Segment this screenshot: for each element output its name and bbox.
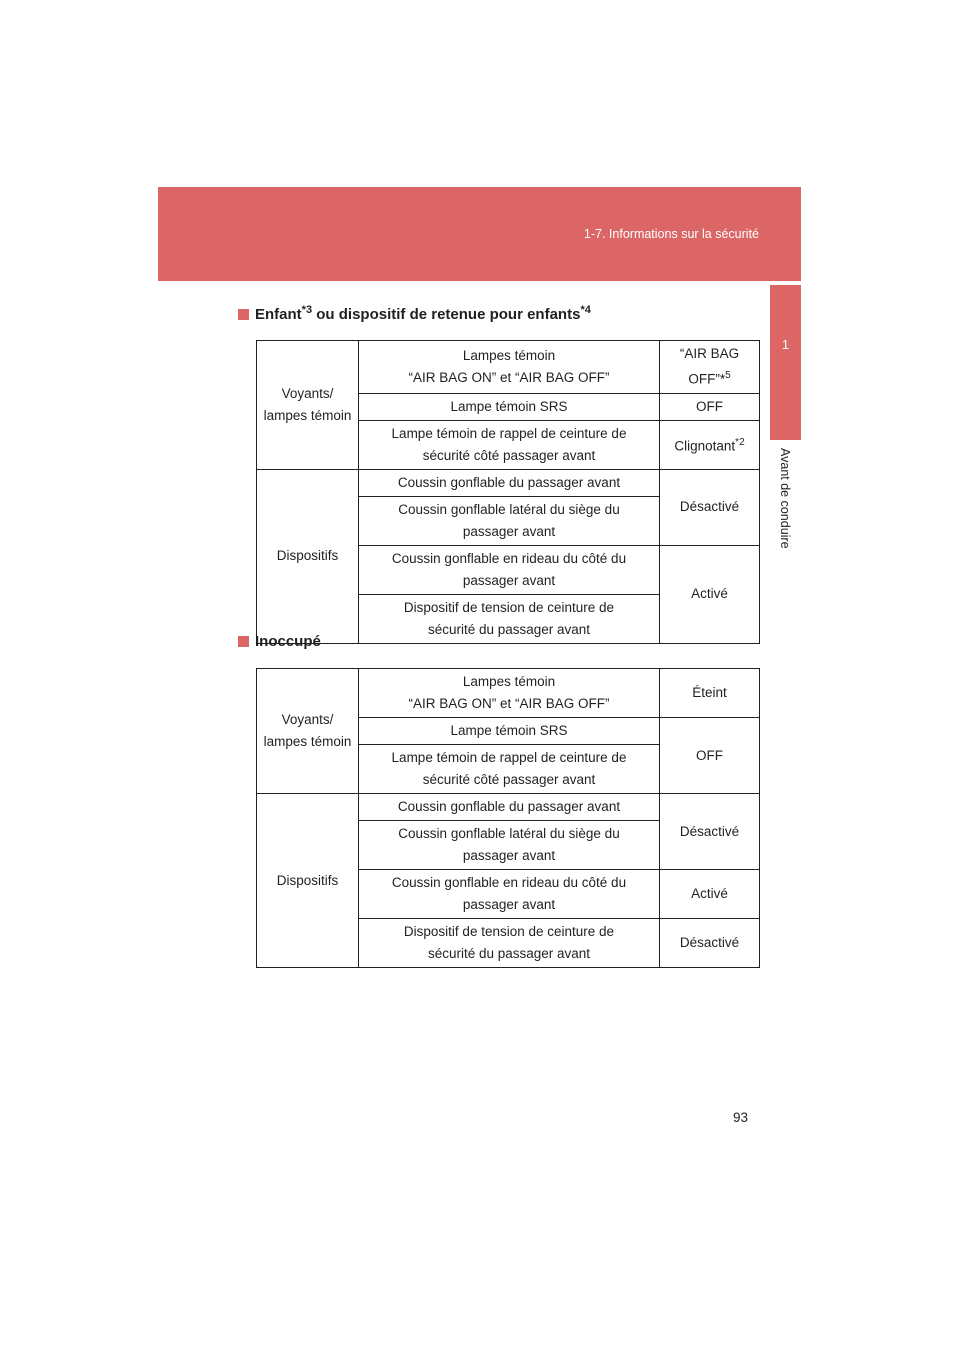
cell-line: Coussin gonflable en rideau du côté du	[391, 875, 627, 890]
table-cell: Coussin gonflable du passager avant	[359, 794, 660, 821]
table-cell: Éteint	[660, 669, 760, 718]
group-cell-voyants: Voyants/ lampes témoin	[257, 341, 359, 470]
cell-line: sécurité du passager avant	[427, 946, 591, 961]
table-cell: Désactivé	[660, 469, 760, 545]
table-row	[257, 794, 760, 821]
table-cell: Lampe témoin SRS	[359, 718, 660, 745]
table-cell: Coussin gonflable du passager avant	[359, 469, 660, 496]
table-cell: Activé	[660, 545, 760, 643]
chapter-label: Avant de conduire	[778, 448, 792, 549]
section-heading-enfant	[238, 304, 591, 323]
table-cell: Désactivé	[660, 794, 760, 870]
group-cell-dispositifs: Dispositifs	[257, 469, 359, 643]
table-cell	[660, 341, 760, 394]
cell-line: Dispositif de tension de ceinture de	[403, 599, 615, 615]
table-cell: Désactivé	[660, 919, 760, 968]
section-breadcrumb: 1-7. Informations sur la sécurité	[583, 227, 759, 241]
table-cell	[359, 919, 660, 968]
table-inoccupe	[256, 668, 760, 968]
table-cell	[359, 496, 660, 545]
cell-line: “AIR BAG ON” et “AIR BAG OFF”	[408, 696, 610, 711]
heading-text: Enfant	[255, 306, 302, 323]
table-cell: Lampe témoin SRS	[359, 393, 660, 420]
cell-line: sécurité côté passager avant	[422, 772, 596, 787]
table-cell	[359, 341, 660, 394]
table-row	[257, 669, 760, 718]
table-row	[257, 341, 760, 394]
cell-value: Clignotant	[674, 438, 736, 454]
table-cell	[359, 870, 660, 919]
table-cell	[359, 821, 660, 870]
page-number: 93	[733, 1110, 749, 1125]
table-cell	[660, 420, 760, 469]
cell-line: Lampe témoin de rappel de ceinture de	[391, 425, 627, 441]
cell-line: sécurité du passager avant	[427, 621, 591, 637]
square-bullet-icon	[238, 309, 249, 320]
cell-line: Lampes témoin	[462, 674, 556, 689]
table-cell: OFF	[660, 718, 760, 794]
cell-line: “AIR BAG ON” et “AIR BAG OFF”	[408, 369, 610, 385]
cell-line: passager avant	[462, 848, 556, 863]
table-cell	[359, 545, 660, 594]
table-cell	[359, 420, 660, 469]
cell-line: Dispositif de tension de ceinture de	[403, 924, 615, 939]
heading-text: ou dispositif de retenue pour enfants	[312, 306, 581, 323]
cell-line: passager avant	[462, 897, 556, 912]
group-cell-dispositifs: Dispositifs	[257, 794, 359, 968]
cell-line: passager avant	[462, 523, 556, 539]
chapter-tab[interactable]	[770, 285, 801, 440]
chapter-tab-number: 1	[782, 338, 789, 352]
header-band	[158, 187, 801, 281]
square-bullet-icon	[238, 636, 249, 647]
section-heading-inoccupe	[238, 633, 321, 650]
table-enfant	[256, 340, 760, 644]
cell-line: Lampe témoin de rappel de ceinture de	[391, 750, 627, 765]
cell-value: “AIR BAG OFF”*	[679, 346, 740, 387]
table-cell	[359, 745, 660, 794]
table-row	[257, 469, 760, 496]
footnote-ref: *3	[301, 304, 313, 316]
heading-text: Inoccupé	[255, 633, 321, 650]
cell-line: Coussin gonflable latéral du siège du	[398, 826, 620, 841]
footnote-ref: 5	[725, 370, 731, 381]
footnote-ref: *2	[735, 436, 745, 448]
cell-line: Coussin gonflable latéral du siège du	[398, 501, 620, 517]
table-cell	[359, 594, 660, 643]
cell-line: sécurité côté passager avant	[422, 447, 596, 463]
cell-line: Coussin gonflable en rideau du côté du	[391, 550, 627, 566]
cell-line: Lampes témoin	[462, 347, 556, 363]
table-cell: OFF	[660, 393, 760, 420]
group-cell-voyants: Voyants/ lampes témoin	[257, 669, 359, 794]
table-cell: Activé	[660, 870, 760, 919]
table-cell	[359, 669, 660, 718]
cell-line: passager avant	[462, 572, 556, 588]
footnote-ref: *4	[580, 304, 591, 316]
